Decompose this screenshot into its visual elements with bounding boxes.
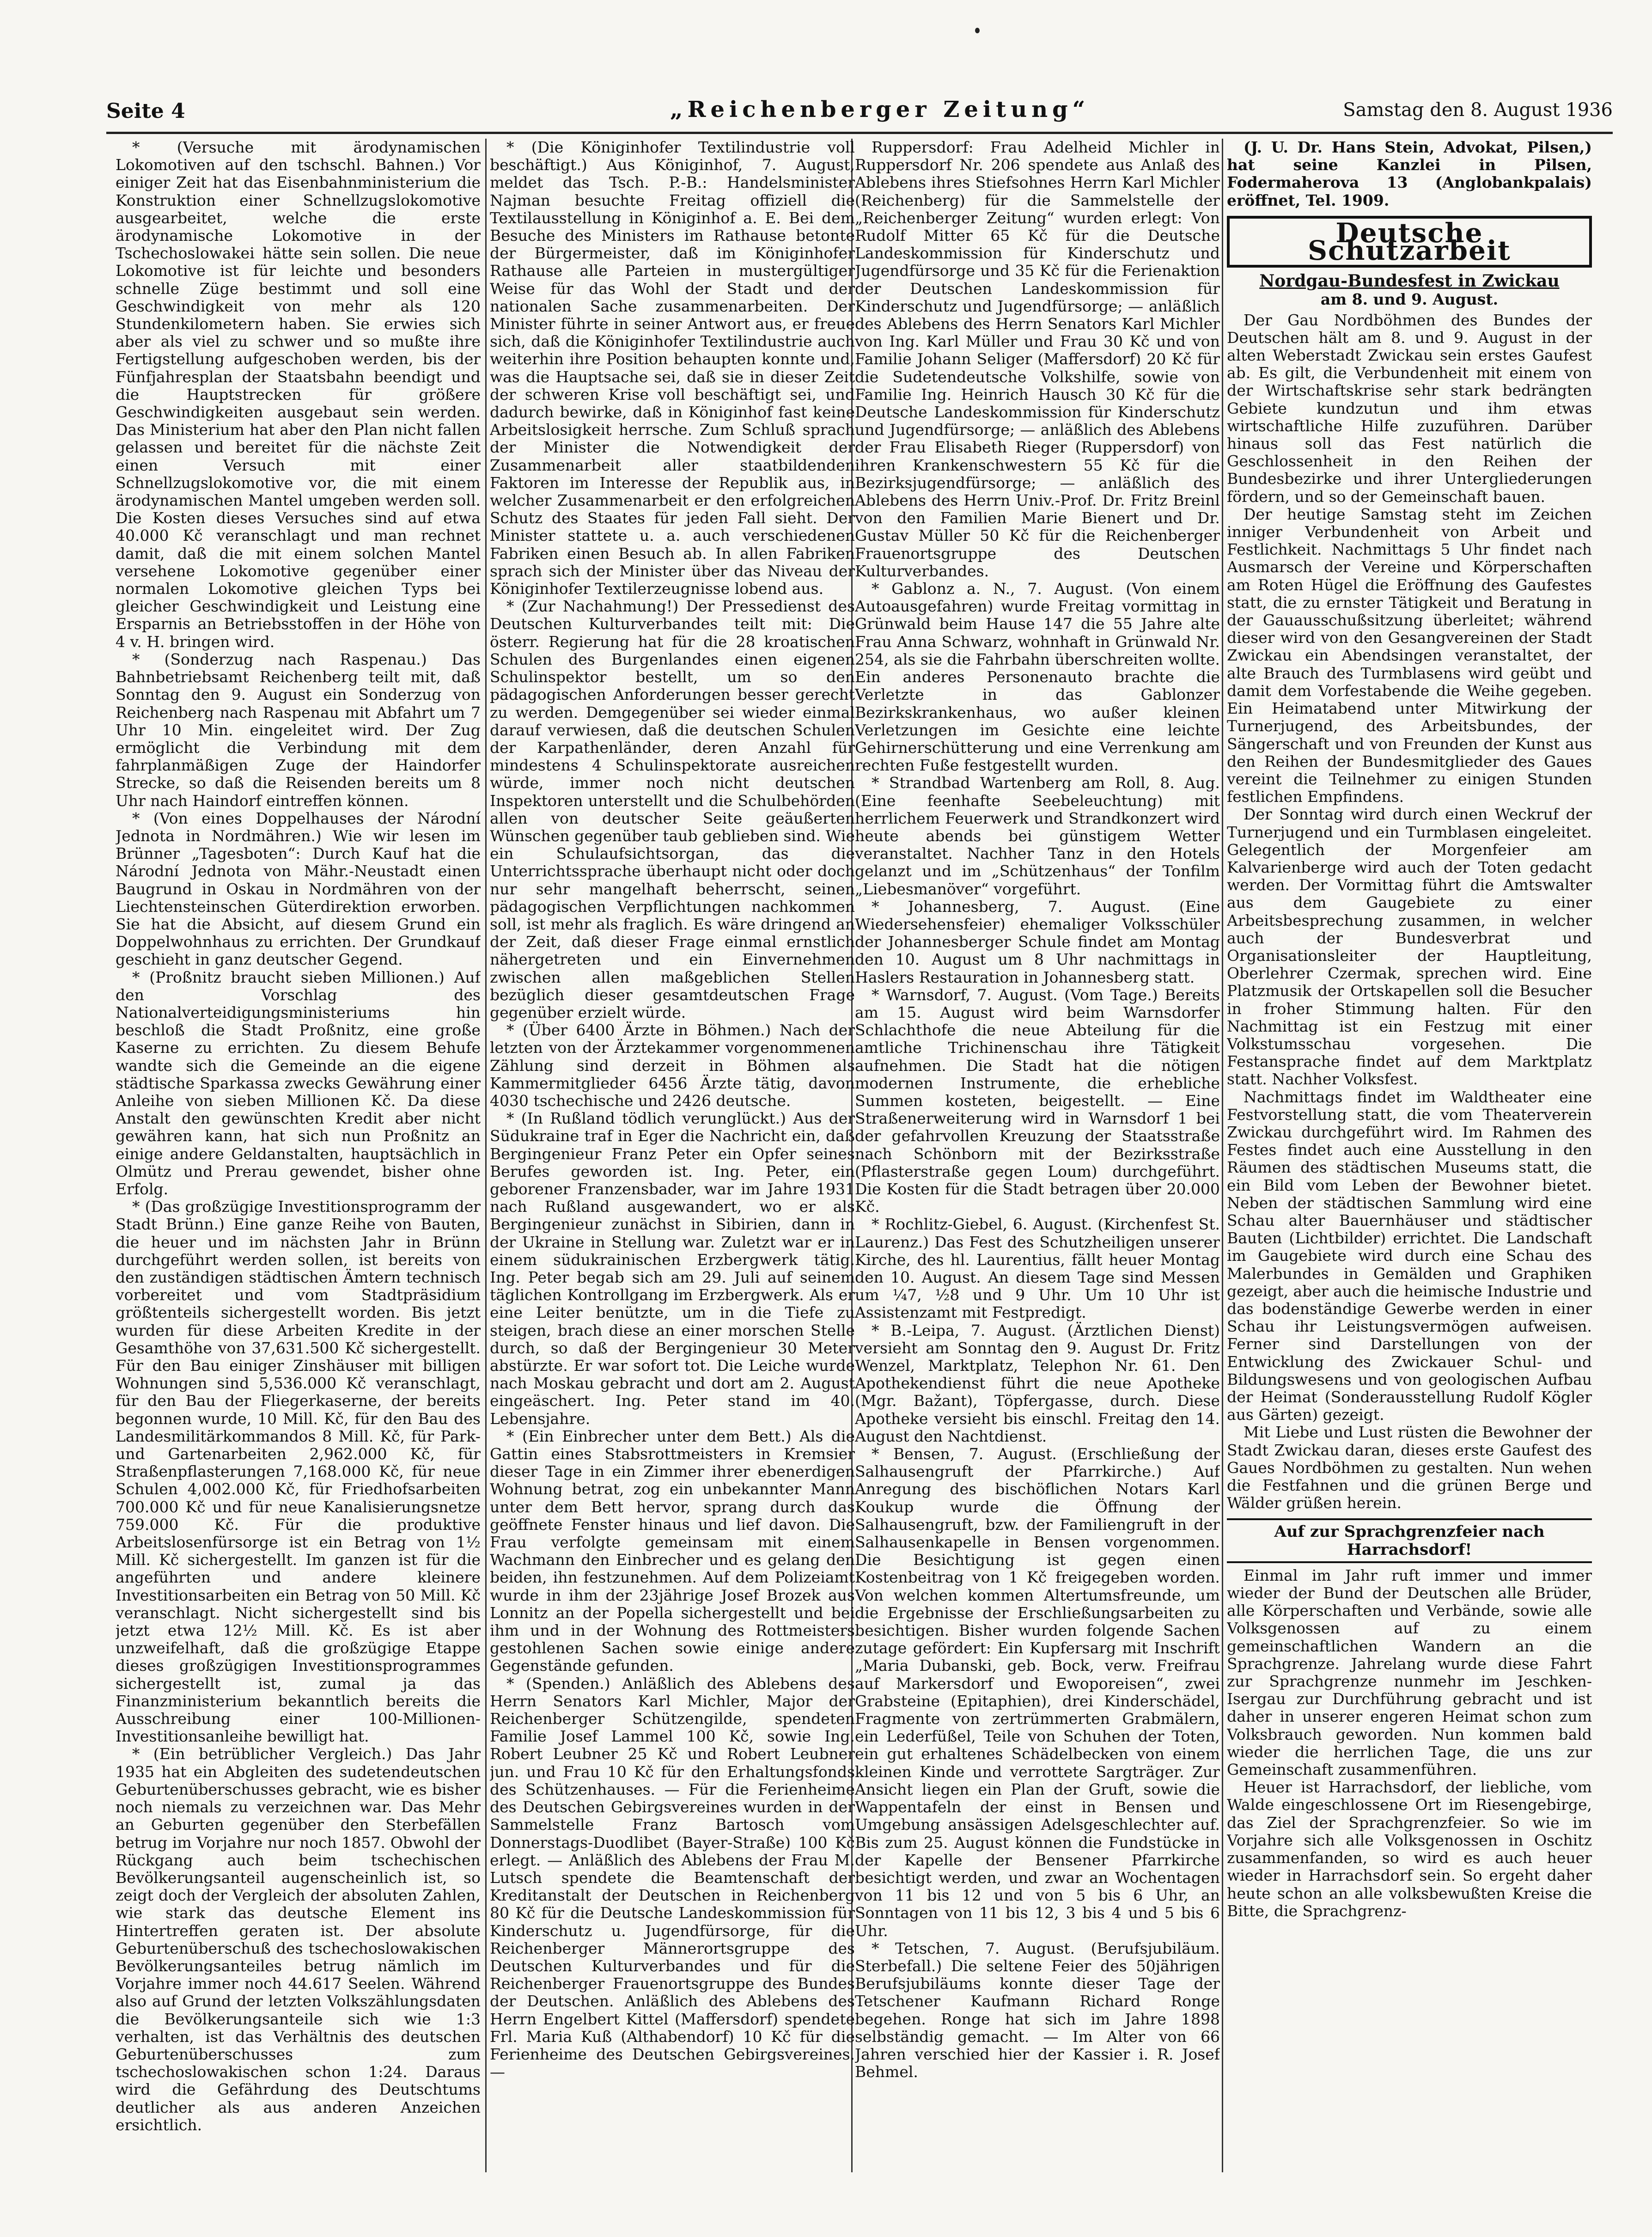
article-aerzte: * (Über 6400 Ärzte in Böhmen.) Nach der letzten von der Ärztekammer vorgenommenen Zählung sind derzeit in Böhmen als Kammermitglieder 6456 Ärzte tätig, davon 4030 tschechische und 2426 deutsche.	[490, 1021, 855, 1110]
article-paragraph: Nachmittags findet im Waldtheater eine Festvorstellung statt, die vom Theaterverein Zwickau durchgeführt wird. Im Rahmen des Festes findet auch eine Ausstellung in den Räumen des städtischen Museums statt, die ein Bild vom Leben der Bewohner bietet. Neben der städtischen Sammlung wird eine Schau alter Bauernhäuser und städtischer Bauten (Lichtbilder) errichtet. Die Landschaft im Gaugebiete wird durch eine Schau des Malerbundes in Gemälden und Graphiken gezeigt, aber auch die heimische Industrie und das bodenständige Gewerbe werden in einer Schau ihr Leistungsvermögen aufweisen. Ferner sind Darstellungen von der Entwicklung des Zwickauer Schul- und Bildungswesens und von geologischen Aufbau der Heimat (Sonderausstellung Rudolf Kögler aus Gärten) gezeigt.	[1227, 1088, 1592, 1424]
article-rochlitz: * Rochlitz-Giebel, 6. August. (Kirchenfest St. Laurenz.) Das Fest des Schutzheiligen unserer Kirche, des hl. Laurentius, fällt heuer Montag den 10. August. An diesem Tage sind Messen um ¼7, ½8 und 9 Uhr. Um 10 Uhr ist Assistenzamt mit Festpredigt.	[855, 1215, 1220, 1322]
header-rule	[106, 132, 1613, 134]
column-divider	[485, 139, 487, 2172]
issue-date: Samstag den 8. August 1936	[1343, 99, 1613, 121]
article-paragraph: Einmal im Jahr ruft immer und immer wieder der Bund der Deutschen alle Brüder, alle Körperschaften und Verbände, sowie alle Volksgenossen auf zu einem gemeinschaftlichen Wandern an die Sprachgrenze. Jahrelang wurde diese Fahrt zur Sprachgrenze nunmehr im Jeschken-Isergau zur Durchführung gebracht und ist daher in unserer engeren Heimat schon zum Volksbrauch geworden. Nun kommen bald wieder die herrlichen Tage, die uns zur Gemeinschaft zusammenführen.	[1227, 1566, 1592, 1779]
article-einbrecher: * (Ein Einbrecher unter dem Bett.) Als die Gattin eines Stabsrottmeisters in Kremsier dieser Tage in ein Zimmer ihrer ebenerdigen Wohnung betrat, zog ein unbekannter Mann unter dem Bett hervor, sprang durch das geöffnete Fenster hinaus und lief davon. Die Frau verfolgte gemeinsam mit einem Wachmann den Einbrecher und es gelang den beiden, ihn festzunehmen. Auf dem Polizeiamt wurde in ihm der 23jährige Josef Brozek aus Lonnitz an der Popella sichergestellt und bei ihm und in der Wohnung des Rottmeisters gestohlenen Sachen sowie einige andere Gegenstände gefunden.	[490, 1427, 855, 1675]
print-mark	[975, 28, 980, 33]
article-nachahmung: * (Zur Nachahmung!) Der Pressedienst des Deutschen Kulturverbandes teilt mit: Die österr. Regierung hat für die 28 kroatischen Schulen des Burgenlandes einen eigenen Schulinspektor bestellt, um so den pädagogischen Anforderungen besser gerecht zu werden. Demgegenüber sei wieder einmal darauf verwiesen, daß die deutschen Schulen der Karpathenländer, deren Anzahl für mindestens 4 Schulinspektorate ausreichen würde, immer noch nicht deutschen Inspektoren unterstellt und die Schulbehörden allen von deutscher Seite geäußerten Wünschen gegenüber taub geblieben sind. Wie ein Schulaufsichtsorgan, das die Unterrichtssprache überhaupt nicht oder doch nur sehr mangelhaft beherrscht, seinen pädagogischen Verpflichtungen nachkommen soll, ist mehr als fraglich. Es wäre dringend an der Zeit, daß dieser Frage einmal ernstlich nähergetreten und ein Einvernehmen zwischen allen maßgeblichen Stellen bezüglich dieser gesamtdeutschen Frage gegenüber erzielt würde.	[490, 597, 855, 1021]
article-headline: Nordgau-Bundesfest in Zwickau	[1259, 271, 1560, 291]
article-doppelhaus: * (Von eines Doppelhauses der Národní Jednota in Nordmähren.) Wie wir lesen im Brünner „Tagesboten“: Durch Kauf hat die Národní Jednota von Mähr.-Neustadt einen Baugrund in Oskau in Nordmähren von der Liechtensteinschen Güterdirektion erworben. Sie hat die Absicht, auf diesem Grund ein Doppelwohnhaus zu errichten. Der Grundkauf geschieht in ganz deutscher Gegend.	[116, 809, 481, 969]
article-vergleich: * (Ein betrüblicher Vergleich.) Das Jahr 1935 hat ein Abgleiten des sudetendeutschen Geburtenüberschusses gebracht, wie es bisher noch niemals zu verzeichnen war. Das Mehr an Geburten gegenüber den Sterbefällen betrug im Vorjahre nur noch 1857. Obwohl der Rückgang auch beim tschechischen Bevölkerungsanteil augenscheinlich ist, so zeigt doch der Vergleich der absoluten Zahlen, wie stark das deutsche Element ins Hintertreffen geraten ist. Der absolute Geburtenüberschuß des tschechoslowakischen Bevölkerungsanteiles betrug nämlich im Vorjahre immer noch 44.617 Seelen. Während also auf Grund der letzten Volkszählungsdaten die Bevölkerungsanteile sich wie 1:3 verhalten, ist das Verhältnis des deutschen Geburtenüberschusses zum tschechoslowakischen schon 1:24. Daraus wird die Gefährdung des Deutschtums deutlicher als aus anderen Anzeichen ersichtlich.	[116, 1745, 481, 2134]
article-warnsdorf: * Warnsdorf, 7. August. (Vom Tage.) Bereits am 15. August wird beim Warnsdorfer Schlachthofe die neue Abteilung für die amtliche Trichinenschau ihre Tätigkeit aufnehmen. Die Stadt hat die nötigen modernen Instrumente, die erhebliche Summen kosteten, beigestellt. — Eine Straßenerweiterung wird in Warnsdorf 1 bei der gefahrvollen Kreuzung der Staatsstraße nach Schönborn mit der Bezirksstraße (Pflasterstraße gegen Loum) durchgeführt. Die Kosten für die Stadt betragen über 20.000 Kč.	[855, 985, 1220, 1216]
article-paragraph: Der Sonntag wird durch einen Weckruf der Turnerjugend und ein Turmblasen eingeleitet. Gelegentlich der Morgenfeier am Kalvarienberge wird auch der Toten gedacht werden. Der Vormittag führt die Amtswalter aus dem Gaugebiete zu einer Arbeitsbesprechung zusammen, in welcher auch der Bundesverbrat und Organisationsleiter der Hauptleitung, Oberlehrer Czermak, sprechen wird. Eine Platzmusik der Ortskapellen soll die Besucher in froher Stimmung halten. Für den Nachmittag ist ein Festzug mit einer Volkstumsschau vorgesehen. Die Festansprache findet auf dem Marktplatz statt. Nachher Volksfest.	[1227, 805, 1592, 1088]
article-bensen: * Bensen, 7. August. (Erschließung der Salhausengruft der Pfarrkirche.) Auf Anregung des bischöflichen Notars Karl Koukup wurde die Öffnung der Salhausengruft, bzw. der Familiengruft in der Salhausenkapelle in Bensen vorgenommen. Die Besichtigung ist gegen einen Kostenbeitrag von 1 Kč freigegeben worden. Von welchen kommen Altertumsfreunde, um die Ergebnisse der Erschließungsarbeiten zu besichtigen. Bisher wurden folgende Sachen zutage gefördert: Ein Kupfersarg mit Inschrift „Maria Dubanski, geb. Bock, verw. Freifrau auf Markersdorf und Ewoporeisen“, zwei Grabsteine (Epitaphien), drei Kinderschädel, Fragmente von zertrümmerten Grabmälern, ein Lederfüßel, Teile von Schuhen der Toten, ein gut erhaltenes Schädelbecken von einem kleinen Kinde und verrottete Sargträger. Zur Ansicht liegen ein Plan der Gruft, sowie die Wappentafeln der einst in Bensen und Umgebung ansässigen Adelsgeschlechter auf. Bis zum 25. August können die Fundstücke in der Kapelle der Bensener Pfarrkirche besichtigt werden, und zwar an Wochentagen von 11 bis 12 und von 5 bis 6 Uhr, an Sonntagen von 11 bis 12, 3 bis 4 und 5 bis 6 Uhr.	[855, 1445, 1220, 1940]
article-russland: * (In Rußland tödlich verunglückt.) Aus der Südukraine traf in Eger die Nachricht ein, daß Bergingenieur Franz Peter ein Opfer seines Berufes geworden ist. Ing. Peter, ein geborener Franzensbader, war im Jahre 1931 nach Rußland ausgewandert, wo er als Bergingenieur zunächst in Sibirien, dann in der Ukraine in Stellung war. Zuletzt war er in einem südukrainischen Erzbergwerk tätig. Ing. Peter begab sich am 29. Juli auf seinem täglichen Kontrollgang im Erzbergwerk. Als er eine Leiter benützte, um in die Tiefe zu steigen, brach diese an einer morschen Stelle durch, so daß der Bergingenieur 30 Meter abstürzte. Er war sofort tot. Die Leiche wurde nach Moskau gebracht und dort am 2. August eingeäschert. Ing. Peter stand im 40. Lebensjahre.	[490, 1109, 855, 1428]
column-3	[855, 139, 1220, 2172]
page-number: Seite 4	[106, 99, 185, 123]
boxed-headline: Auf zur Sprachgrenzfeier nach Harrachsdorf!	[1227, 1518, 1592, 1563]
section-banner: Deutsche Schutzarbeit	[1227, 216, 1592, 268]
column-4	[1227, 139, 1592, 2172]
article-b-leipa: * B.-Leipa, 7. August. (Ärztlichen Dienst) versieht am Sonntag den 9. August Dr. Fritz Wenzel, Marktplatz, Telephon Nr. 61. Den Apothekendienst führt die neue Apotheke (Mgr. Bažant), Töpfergasse, durch. Diese Apotheke versieht bis einschl. Freitag den 14. August den Nachtdienst.	[855, 1321, 1220, 1445]
column-divider	[1222, 139, 1223, 2172]
article-paragraph: Heuer ist Harrachsdorf, der liebliche, vom Walde eingeschlossene Ort im Riesengebirge, das Ziel der Sprachgrenzfeier. So wie im Vorjahre sich alle Volksgenossen in Oschitz zusammenfanden, so wird es auch heuer wieder in Harrachsdorf sein. So ergeht daher heute schon an alle volksbewußten Kreise die Bitte, die Sprachgrenz-	[1227, 1778, 1592, 1920]
article-sonderzug: * (Sonderzug nach Raspenau.) Das Bahnbetriebsamt Reichenberg teilt mit, daß Sonntag den 9. August ein Sonderzug von Reichenberg nach Raspenau mit Abfahrt um 7 Uhr 10 Min. eingeleitet wird. Der Zug ermöglicht die Verbindung mit dem fahrplanmäßigen Zuge der Haindorfer Strecke, so daß die Reisenden bereits um 8 Uhr nach Haindorf eintreffen können.	[116, 650, 481, 810]
article-prossnitz: * (Proßnitz braucht sieben Millionen.) Auf den Vorschlag des Nationalverteidigungsministeriums hin beschloß die Stadt Proßnitz, eine große Kaserne zu errichten. Zu diesem Behufe wandte sich die Gemeinde an die eigene städtische Sparkassa zwecks Gewährung einer Anleihe von sieben Millionen Kč. Da diese Anstalt den gewünschten Kredit aber nicht gewähren kann, hat sich nun Proßnitz an einige andere Geldanstalten, hauptsächlich in Olmütz und Prerau gewendet, bisher ohne Erfolg.	[116, 968, 481, 1198]
article-bruenn: * (Das großzügige Investitionsprogramm der Stadt Brünn.) Eine ganze Reihe von Bauten, die heuer und im nächsten Jahr in Brünn durchgeführt werden sollen, ist bereits von den zuständigen städtischen Ämtern technisch vorbereitet und vom Stadtpräsidium größtenteils sichergestellt worden. Bis jetzt wurden für diese Arbeiten Kredite in der Gesamthöhe von 37,631.500 Kč sichergestellt. Für den Bau einiger Zinshäuser mit billigen Wohnungen sind 5,536.000 Kč veranschlagt, für den Bau der Fliegerkaserne, der bereits begonnen wurde, 10 Mill. Kč, für den Bau des Landesmilitärkommandos 8 Mill. Kč, für Park- und Gartenarbeiten 2,962.000 Kč, für Straßenpflasterungen 7,168.000 Kč, für neue Schulen 4,002.000 Kč, für Friedhofsarbeiten 700.000 Kč und für neue Kanalisierungsnetze 759.000 Kč. Für die produktive Arbeitslosenfürsorge ist ein Betrag von 1½ Mill. Kč sichergestellt. Im ganzen ist für die angeführten und andere kleinere Investitionsarbeiten ein Betrag von 50 Mill. Kč veranschlagt. Nicht sichergestellt sind bis jetzt etwa 12½ Mill. Kč. Es ist aber unzweifelhaft, daß die großzügige Etappe dieses großzügigen Investitionsprogrammes sichergestellt ist, zumal ja das Finanzministerium bekanntlich bereits die Ausschreibung einer 100-Millionen-Investitionsanleihe bewilligt hat.	[116, 1198, 481, 1746]
article-gablonz: * Gablonz a. N., 7. August. (Von einem Autoausgefahren) wurde Freitag vormittag in Grünwald beim Hause 147 die 55 Jahre alte Frau Anna Schwarz, wohnhaft in Grünwald Nr. 254, als sie die Fahrbahn überschreiten wollte. Ein anderes Personenauto brachte die Verletzte in das Gablonzer Bezirkskrankenhaus, wo außer kleinen Verletzungen im Gesichte eine leichte Gehirnerschütterung und eine Verrenkung am rechten Fuße festgestellt wurden.	[855, 580, 1220, 775]
article-koeniginhof: * (Die Königinhofer Textilindustrie voll beschäftigt.) Aus Königinhof, 7. August, meldet das Tsch. P.-B.: Handelsminister Najman besuchte Freitag offiziell die Textilausstellung in Königinhof a. E. Bei dem Besuche des Ministers im Rathause betonte der Bürgermeister, daß im Königinhofer Rathause alle Parteien in mustergültiger Weise für das Wohl der Stadt und der nationalen Sache zusammenarbeiten. Der Minister führte in seiner Antwort aus, er freue sich, daß die Königinhofer Textilindustrie auch weiterhin ihre Position behaupten konnte und, was die Hauptsache sei, daß sie in dieser Zeit der schweren Krise voll beschäftigt sei, und dadurch bewirke, daß in Königinhof fast keine Arbeitslosigkeit herrsche. Zum Schluß sprach der Minister die Notwendigkeit der Zusammenarbeit aller staatbildenden Faktoren im Interesse der Republik aus, in welcher Zusammenarbeit er den erfolgreichen Schutz des Staates für jeden Fall sieht. Der Minister stattete u. a. auch verschiedenen Fabriken einen Besuch ab. In allen Fabriken sprach sich der Minister über das Niveau der Königinhofer Textilerzeugnisse lobend aus.	[490, 139, 855, 598]
article-tetschen: * Tetschen, 7. August. (Berufsjubiläum. Sterbefall.) Die seltene Feier des 50jährigen Berufsjubiläums konnte dieser Tage der Tetschener Kaufmann Richard Ronge begehen. Ronge hat sich im Jahre 1898 selbständig gemacht. — Im Alter von 66 Jahren verschied hier der Kassier i. R. Josef Behmel.	[855, 1939, 1220, 2081]
article-paragraph: Der Gau Nordböhmen des Bundes der Deutschen hält am 8. und 9. August in der alten Weberstadt Zwickau sein erstes Gaufest ab. Es gilt, die Verbundenheit mit einem von der Wirtschaftskrise sehr stark bedrängten Gebiete kundzutun und ihm etwas wirtschaftliche Hilfe zuzuführen. Darüber hinaus soll das Fest natürlich die Geschlossenheit in den Reihen der Bundesbezirke und ihrer Untergliederungen fördern, und so der Gemeinschaft bauen.	[1227, 311, 1592, 506]
article-johannesberg: * Johannesberg, 7. August. (Eine Wiedersehensfeier) ehemaliger Volksschüler der Johannesberger Schule findet am Montag den 10. August um 8 Uhr nachmittags in Haslers Restauration in Johannesberg statt.	[855, 897, 1220, 986]
article-spenden: * (Spenden.) Anläßlich des Ablebens des Herrn Senators Karl Michler, Major der Reichenberger Schützengilde, spendeten Familie Josef Lammel 100 Kč, sowie Ing. Robert Leubner 25 Kč und Robert Leubner jun. und Frau 10 Kč für den Erhaltungsfonds des Schützenhauses. — Für die Ferienheime des Deutschen Gebirgsvereines wurden in der Sammelstelle Franz Bartosch vom Donnerstags-Duodlibet (Bayer-Straße) 100 Kč erlegt. — Anläßlich des Ablebens der Frau M. Lutsch spendete die Beamtenschaft der Kreditanstalt der Deutschen in Reichenberg 80 Kč für die Deutsche Landeskommission für Kinderschutz u. Jugendfürsorge, für die Reichenberger Männerortsgruppe des Deutschen Kulturverbandes und für die Reichenberger Frauenortsgruppe des Bundes der Deutschen. Anläßlich des Ablebens des Herrn Engelbert Kittel (Maffersdorf) spendete Frl. Maria Kuß (Althabendorf) 10 Kč für die Ferienheime des Deutschen Gebirgsvereines. —	[490, 1674, 855, 2081]
article-paragraph: Der heutige Samstag steht im Zeichen inniger Verbundenheit von Arbeit und Festlichkeit. Nachmittags 5 Uhr findet nach Ausmarsch der Vereine und Körperschaften am Roten Hügel die Eröffnung des Gaufestes statt, die zu ernster Tätigkeit und Beratung in der Gauausschußsitzung überleitet; während dieser wird von den Gesangvereinen der Stadt Zwickau ein Abendsingen veranstaltet, der alte Brauch des Turmblasens wird geübt und damit dem Vorfestabende die Weihe gegeben. Ein Heimatabend unter Mitwirkung der Turnerjugend, des Arbeitsbundes, der Sängerschaft und von Freunden der Kunst aus den Reihen der Bundesmitglieder des Gaues vereint die Teilnehmer zu einigen Stunden festlichen Empfindens.	[1227, 505, 1592, 806]
article-lokomotiven: * (Versuche mit ärodynamischen Lokomotiven auf den tschschl. Bahnen.) Vor einiger Zeit hat das Eisenbahnministerium die Konstruktion einer Schnellzugslokomotive ausgearbeitet, welche die erste ärodynamische Lokomotive in der Tschechoslowakei hätte sein sollen. Die neue Lokomotive ist für leichte und besonders schnelle Züge bestimmt und soll eine Geschwindigkeit von mehr als 120 Stundenkilometern haben. Sie erwies sich aber als viel zu schwer und so mußte ihre Fertigstellung aufgeschoben werden, bis der Fünfjahresplan der Staatsbahn beendigt und die Hauptstrecken für größere Geschwindigkeiten ausgebaut sein werden. Das Ministerium hat aber den Plan nicht fallen gelassen und bereitet für die nächste Zeit einen Versuch mit einer Schnellzugslokomotive vor, die mit einem ärodynamischen Mantel umgeben werden soll. Die Kosten dieses Versuches sind auf etwa 40.000 Kč veranschlagt und man rechnet damit, daß die mit einem solchen Mantel versehene Lokomotive gegenüber einer normalen Lokomotive gleichen Typs bei gleicher Geschwindigkeit und Leistung eine Ersparnis an Betriebsstoffen in der Höhe von 4 v. H. bringen wird.	[116, 139, 481, 651]
page-header	[106, 90, 1613, 127]
article-subheadline: am 8. und 9. August.	[1320, 290, 1499, 309]
article-wartenberg: * Strandbad Wartenberg am Roll, 8. Aug. (Eine feenhafte Seebeleuchtung) mit herrlichem Feuerwerk und Strandkonzert wird heute abends bei günstigem Wetter veranstaltet. Nachher Tanz in den Hotels gelanzt und im „Schützenhaus“ der Tonfilm „Liebesmanöver“ vorgeführt.	[855, 774, 1220, 898]
article-spenden-cont: Ruppersdorf: Frau Adelheid Michler in Ruppersdorf Nr. 206 spendete aus Anlaß des Ablebens ihres Stiefsohnes Herrn Karl Michler (Reichenberg) für die Sammelstelle der „Reichenberger Zeitung“ wurden erlegt: Von Rudolf Mitter 65 Kč für die Deutsche Landeskommission für Kinderschutz und Jugendfürsorge und 35 Kč für die Ferienaktion der Deutschen Landeskommission für Kinderschutz und Jugendfürsorge; — anläßlich des Ablebens des Herrn Senators Karl Michler von Ing. Karl Müller und Frau 30 Kč und von Familie Johann Seliger (Maffersdorf) 20 Kč für die Sudetendeutsche Volkshilfe, sowie von Familie Ing. Heinrich Hausch 30 Kč für die Deutsche Landeskommission für Kinderschutz und Jugendfürsorge; — anläßlich des Ablebens der Frau Elisabeth Rieger (Ruppersdorf) von ihren Krankenschwestern 55 Kč für die Bezirksjugendfürsorge; — anläßlich des Ablebens des Herrn Univ.-Prof. Dr. Fritz Breinl von den Familien Marie Bienert und Dr. Gustav Müller 50 Kč für die Reichenberger Frauenortsgruppe des Deutschen Kulturverbandes.	[855, 139, 1220, 580]
article-paragraph: Mit Liebe und Lust rüsten die Bewohner der Stadt Zwickau daran, dieses erste Gaufest des Gaues Nordböhmen zu gestalten. Nun wehen die Festfahnen und die grünen Berge und Wälder grüßen herein.	[1227, 1423, 1592, 1512]
newspaper-title: „Reichenberger Zeitung“	[670, 97, 1090, 122]
column-2	[490, 139, 855, 2172]
law-office-notice: (J. U. Dr. Hans Stein, Advokat, Pilsen,) hat seine Kanzlei in Pilsen, Fodermaherova 13 (Anglobankpalais) eröffnet, Tel. 1909.	[1227, 139, 1592, 209]
column-1	[116, 139, 481, 2172]
